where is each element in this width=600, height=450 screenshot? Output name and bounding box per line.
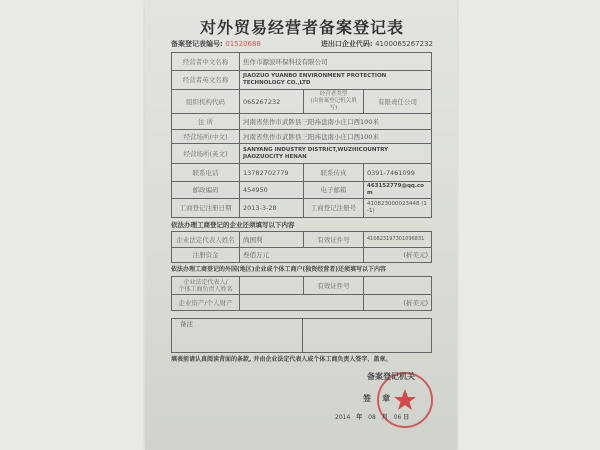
authority-label: 备案登记机关: [367, 372, 415, 381]
rep-label-2: 个体工商负责人姓名: [178, 285, 233, 293]
en-name-label: 经营者英文名称: [172, 71, 240, 90]
date-day: 06: [393, 414, 402, 421]
table-row: [172, 248, 432, 263]
place-cn-label: 经营场所(中文): [172, 130, 240, 144]
place-en: SANYANG INDUSTRY DISTRICT,WUZHICOUNTRY JIAOZUOCITY HENAN: [240, 144, 432, 164]
capital-label: 注册资金: [172, 248, 240, 263]
remarks-label: 备注: [172, 319, 303, 353]
table-row: [172, 295, 432, 311]
org-code-label: 组织机构代码: [172, 90, 240, 114]
ie-code: [321, 40, 433, 49]
table-row: [172, 319, 432, 353]
table-row: [172, 144, 432, 164]
table-row: [172, 232, 432, 248]
table-row: [172, 53, 432, 71]
table-row: [172, 71, 432, 90]
address-label: 住 所: [172, 114, 240, 130]
section2-table: [171, 276, 432, 311]
capital: 叁佰万元: [240, 248, 364, 263]
cn-name-label: 经营者中文名称: [172, 53, 240, 71]
footer-note: 填表前请认真阅读背面的条款, 并由企业法定代表人或个体工商负责人签字、盖章。: [171, 356, 392, 363]
reg-date: 2013-3-28: [240, 199, 304, 218]
seal-label: 签 章: [363, 394, 391, 403]
table-row: [172, 164, 432, 182]
rep-value: [240, 277, 304, 295]
en-name: JIAOZUO YUANBO ENVIRONMENT PROTECTION TECHNOLOGY CO.,LTD: [240, 71, 432, 90]
fax: 0391-7461099: [364, 164, 432, 182]
assets-value: [240, 295, 364, 311]
date-year: 2014: [335, 414, 351, 421]
meta-row: [171, 40, 433, 49]
table-row: [172, 199, 432, 218]
table-row: [172, 114, 432, 130]
reg-no-label: 工商登记注册号: [304, 199, 364, 218]
address: 河南省焦作市武陟县三阳祎盘南小庄口西100米: [240, 114, 432, 130]
rep-label: 企业法定代表人姓名: [172, 232, 240, 248]
document-body: [171, 18, 433, 426]
record-number-value: 01520688: [225, 40, 261, 48]
remarks-table: [171, 318, 432, 353]
place-cn: 河南省焦作市武陟县三阳祎盘南小庄口西100米: [240, 130, 432, 144]
id-label: 有效证件号: [304, 232, 364, 248]
zip-label: 邮政编码: [172, 182, 240, 199]
phone-label: 联系电话: [172, 164, 240, 182]
email: 463152779@qq.com: [364, 182, 432, 199]
table-row: [172, 277, 432, 295]
ie-code-value: 4100065267232: [375, 40, 433, 48]
table-row: [172, 90, 432, 114]
ie-code-label: 进出口企业代码:: [320, 40, 373, 48]
table-row: [172, 130, 432, 144]
zip: 454950: [240, 182, 304, 199]
record-number-label: 备案登记表编号:: [171, 40, 223, 48]
section1-table: [171, 231, 432, 263]
section1-heading: 依法办理工商登记的企业还须填写以下内容: [171, 221, 295, 229]
rep-label-1: 企业法定代表人/: [183, 278, 228, 286]
reg-date-label: 工商登记注册日期: [172, 199, 240, 218]
rep-label: [172, 277, 240, 295]
phone: 13782702779: [240, 164, 304, 182]
type-value: 有限责任公司: [364, 90, 432, 114]
email-label: 电子邮箱: [304, 182, 364, 199]
date-day-unit: 日: [403, 414, 410, 421]
id: 410823197301096831: [364, 232, 432, 248]
type-note: (由备案登记机关填写): [310, 98, 357, 111]
capital-usd-label: (折美元): [364, 248, 432, 263]
org-code: 065267232: [240, 90, 304, 114]
remarks-value: [303, 319, 432, 353]
date: [335, 414, 409, 422]
type-label-text: 经营者类型: [319, 91, 348, 97]
record-number: [171, 40, 261, 49]
date-year-unit: 年: [356, 414, 363, 421]
section2-heading: 依法办理工商登记的外国(地区)企业或个体工商户(独资经营者)还须填写以下内容: [171, 266, 386, 273]
assets-label: 企业资产/个人财产: [172, 295, 240, 311]
reg-no: 410823000023448 (1-1): [364, 199, 432, 218]
cn-name: 焦作市源波环保科技有限公司: [240, 53, 432, 71]
fax-label: 联系传真: [304, 164, 364, 182]
main-table: [171, 52, 432, 218]
type-label: [304, 90, 364, 114]
date-month: 08: [368, 414, 376, 421]
document-title: 对外贸易经营者备案登记表: [199, 18, 404, 37]
rep: 尚国利: [240, 232, 304, 248]
place-en-label: 经营场所(英文): [172, 144, 240, 164]
id-label: 有效证件号: [304, 277, 364, 295]
id-value: [364, 277, 432, 295]
table-row: [172, 182, 432, 199]
assets-usd-label: (折美元): [364, 295, 432, 311]
seal-star-icon: [393, 388, 417, 412]
date-month-unit: 月: [381, 414, 388, 421]
stamp-area: [171, 366, 433, 426]
